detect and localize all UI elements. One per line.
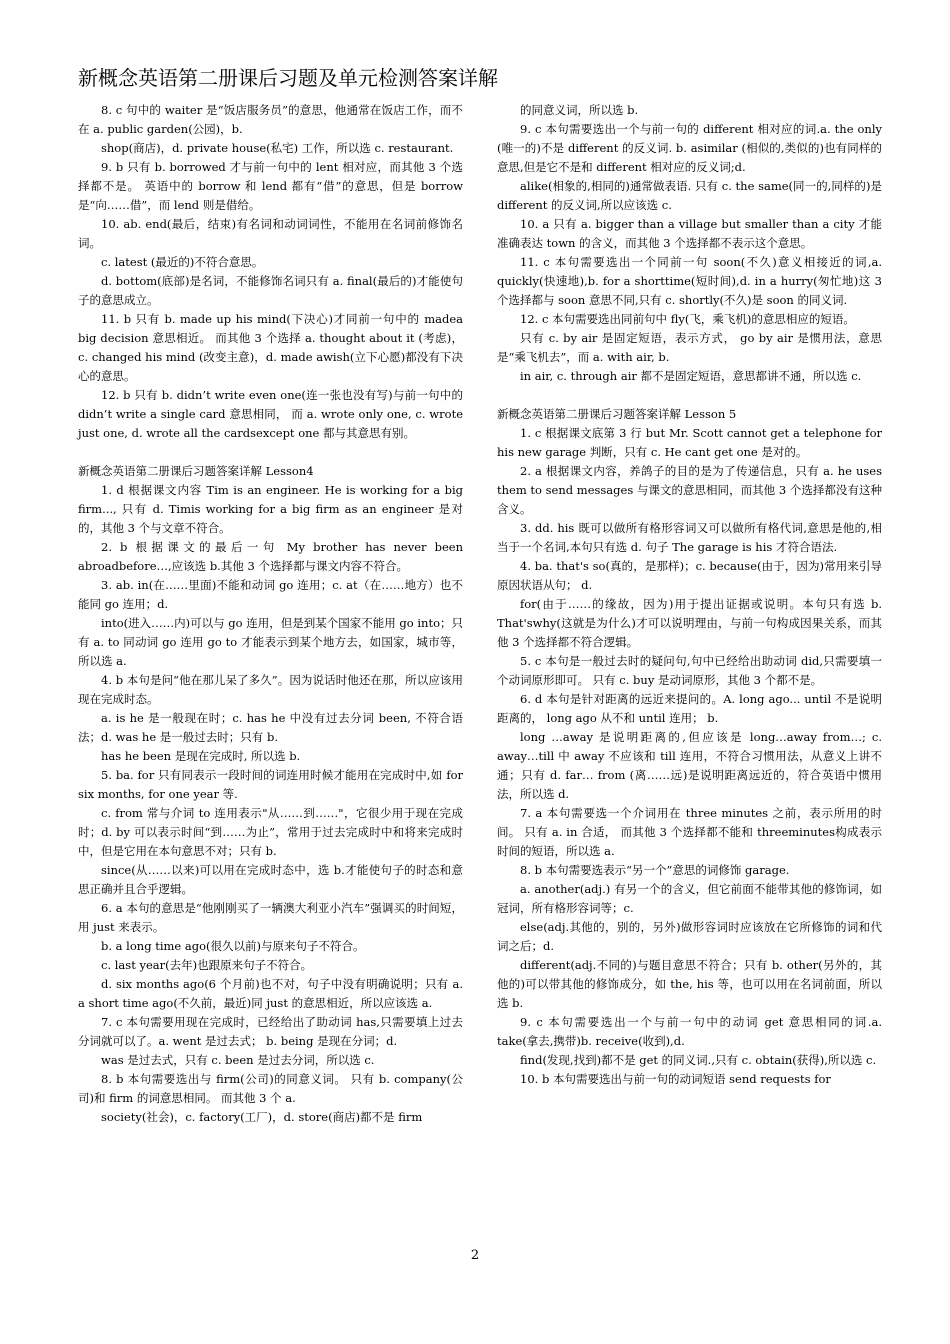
answer-paragraph: 8. c 句中的 waiter 是“饭店服务员”的意思，他通常在饭店工作，而不在 a. public garden(公园)，b. [78,103,463,136]
answer-paragraph: c. latest (最近的)不符合意思。 [101,255,264,269]
section-heading: 新概念英语第二册课后习题答案详解 Lesson 5 [497,407,737,421]
answer-paragraph: into(进入……内)可以与 go 连用，但是到某个国家不能用 go into；只有 a. to 同动词 go 连用 go to 才能表示到某个地方去，如国家，城市等，所以选 a. [78,616,463,668]
answer-paragraph: a. is he 是一般现在时；c. has he 中没有过去分词 been, 不符合语法；d. was he 是一般过去时；只有 b. [78,711,463,744]
left-column [78,101,463,1127]
answer-paragraph: 6. d 本句是针对距离的远近来提问的。A. long ago... until 不是说明距离的， long ago 从不和 until 连用； b. [497,692,882,725]
section-gap [497,386,882,405]
answer-paragraph: 3. ab. in(在……里面)不能和动词 go 连用；c. at（在……地方）也不能同 go 连用；d. [78,578,463,611]
answer-paragraph: else(adj.其他的，别的，另外)做形容词时应该放在它所修饰的词和代词之后；d. [497,920,882,953]
answer-paragraph: 的同意义词，所以选 b. [520,103,639,117]
answer-paragraph: society(社会)，c. factory(工厂)，d. store(商店)都不是 firm [101,1110,423,1124]
answer-paragraph: 2. b 根据课文的最后一句 My brother has never been abroadbefore…,应该选 b.其他 3 个选择都与课文内容不符合。 [78,540,463,573]
answer-paragraph: 10. a 只有 a. bigger than a village but smaller than a city 才能准确表达 town 的含义，而其他 3 个选择都不表示这个意思。 [497,217,882,250]
answer-paragraph: 10. ab. end(最后，结束)有名词和动词词性，不能用在名词前修饰名词。 [78,217,463,250]
answer-paragraph: 12. c 本句需要选出同前句中 fly(飞，乘飞机)的意思相应的短语。 [520,312,855,326]
answer-paragraph: since(从……以来)可以用在完成时态中，选 b.才能使句子的时态和意思正确并且合乎逻辑。 [78,863,463,896]
answer-paragraph: 4. ba. that's so(真的，是那样)；c. because(由于，因为)常用来引导原因状语从句； d. [497,559,882,592]
answer-paragraph: different(adj.不同的)与题目意思不符合；只有 b. other(另外的，其他的)可以带其他的修饰成分，如 the, his 等，也可以用在名词前面，所以选 b. [497,958,882,1010]
answer-paragraph: 11. c 本句需要选出一个同前一句 soon(不久)意义相接近的词,a. quickly(快速地),b. for a shorttime(短时间),d. in a hurry(匆忙地)这 3 个选择都与 soon 意思不同,只有 c. shortly(不久)是 soon 的同义词. [497,255,882,307]
answer-paragraph: 10. b 本句需要选出与前一句的动词短语 send requests for [520,1072,831,1086]
answer-paragraph: for(由于……的缘故，因为)用于提出证据或说明。本句只有选 b. That'swhy(这就是为什么)才可以说明理由，与前一句构成因果关系，而其他 3 个选择都不符合逻辑。 [497,597,882,649]
answer-paragraph: 9. c 本句需要选出一个与前一句中的动词 get 意思相同的词.a. take(拿去,携带)b. receive(收到),d. [497,1015,882,1048]
page-title: 新概念英语第二册课后习题及单元检测答案详解 [78,66,498,90]
answer-paragraph: 5. c 本句是一般过去时的疑问句,句中已经给出助动词 did,只需要填一个动词原形即可。 只有 c. buy 是动词原形，其他 3 个都不是。 [497,654,882,687]
answer-paragraph: 8. b 本句需要选表示“另一个”意思的词修饰 garage. [520,863,790,877]
answer-paragraph: 9. b 只有 b. borrowed 才与前一句中的 lent 相对应，而其他 3 个选择都不是。 英语中的 borrow 和 lend 都有“借”的意思，但是 borrow 是“向……借”，而 lend 则是借给。 [78,160,463,212]
answer-paragraph: shop(商店)，d. private house(私宅) 工作，所以选 c. restaurant. [101,141,454,155]
answer-paragraph: b. a long time ago(很久以前)与原来句子不符合。 [101,939,365,953]
answer-paragraph: has he been 是现在完成时, 所以选 b. [101,749,301,763]
answer-paragraph: 8. b 本句需要选出与 firm(公司)的同意义词。 只有 b. company(公司)和 firm 的词意思相同。 而其他 3 个 a. [78,1072,463,1105]
answer-paragraph: 9. c 本句需要选出一个与前一句的 different 相对应的词.a. the only (唯一的)不是 different 的反义词. b. asimilar (相似的,类似的)也有同样的意思,但是它不是和 different 相对应的反义词;d. [497,122,882,174]
answer-paragraph: 7. c 本句需要用现在完成时，已经给出了助动词 has,只需要填上过去分词就可以了。a. went 是过去式； b. being 是现在分词；d. [78,1015,463,1048]
answer-paragraph: d. six months ago(6 个月前)也不对，句子中没有明确说明；只有 a. a short time ago(不久前，最近)同 just 的意思相近，所以应该选 a. [78,977,463,1010]
answer-paragraph: 1. c 根据课文底第 3 行 but Mr. Scott cannot get a telephone for his new garage 判断，只有 c. He cant get one 是对的。 [497,426,882,459]
answer-paragraph: 1. d 根据课文内容 Tim is an engineer. He is working for a big firm..., 只有 d. Timis working for a big firm as an engineer 是对的，其他 3 个与文章不符合。 [78,483,463,535]
answer-paragraph: 3. dd. his 既可以做所有格形容词又可以做所有格代词,意思是他的,相当于一个名词,本句只有选 d. 句子 The garage is his 才符合语法. [497,521,882,554]
answer-paragraph: 2. a 根据课文内容，养鸽子的目的是为了传递信息，只有 a. he uses them to send messages 与课文的意思相同，而其他 3 个选择都没有这种含义。 [497,464,882,516]
answer-paragraph: 只有 c. by air 是固定短语，表示方式， go by air 是惯用法，意思是“乘飞机去”，而 a. with air, b. [497,331,882,364]
answer-paragraph: 4. b 本句是问“他在那儿呆了多久”。因为说话时他还在那，所以应该用现在完成时态。 [78,673,463,706]
answer-paragraph: was 是过去式，只有 c. been 是过去分词，所以选 c. [101,1053,375,1067]
answer-paragraph: in air, c. through air 都不是固定短语，意思都讲不通，所以选 c. [520,369,862,383]
answer-paragraph: 5. ba. for 只有同表示一段时间的词连用时候才能用在完成时中,如 for six months, for one year 等. [78,768,463,801]
section-heading: 新概念英语第二册课后习题答案详解 Lesson4 [78,464,314,478]
answer-paragraph: find(发现,找到)都不是 get 的同义词.,只有 c. obtain(获得),所以选 c. [520,1053,877,1067]
answer-paragraph: 6. a 本句的意思是“他刚刚买了一辆澳大利亚小汽车”强调买的时间短，用 just 来表示。 [78,901,463,934]
page-number: 2 [470,1248,480,1263]
answer-paragraph: d. bottom(底部)是名词，不能修饰名词只有 a. final(最后的)才能使句子的意思成立。 [78,274,463,307]
right-column [497,101,882,1089]
section-gap [78,443,463,462]
answer-paragraph: 7. a 本句需要选一个介词用在 three minutes 之前，表示所用的时间。 只有 a. in 合适， 而其他 3 个选择都不能和 threeminutes构成表示时间的短语，所以选 a. [497,806,882,858]
answer-paragraph: 12. b 只有 b. didn’t write even one(连一张也没有写)与前一句中的 didn’t write a single card 意思相同， 而 a. wrote only one, c. wrote just one, d. wrote all the cardsexcept one 都与其意思有别。 [78,388,463,440]
answer-paragraph: c. from 常与介词 to 连用表示"从……到……"，它很少用于现在完成时；d. by 可以表示时间“到……为止”，常用于过去完成时中和将来完成时中，但是它用在本句意思不对；只有 b. [78,806,463,858]
answer-paragraph: a. another(adj.) 有另一个的含义，但它前面不能带其他的修饰词，如冠词，所有格形容词等；c. [497,882,882,915]
answer-paragraph: 11. b 只有 b. made up his mind(下决心)才同前一句中的 madea big decision 意思相近。 而其他 3 个选择 a. thought about it (考虑)，c. changed his mind (改变主意)，d. made awish(立下心愿)都没有下决心的意思。 [78,312,463,383]
answer-paragraph: alike(相象的,相同的)通常做表语. 只有 c. the same(同一的,同样的)是 different 的反义词,所以应该选 c. [497,179,882,212]
answer-paragraph: c. last year(去年)也跟原来句子不符合。 [101,958,313,972]
answer-paragraph: long …away 是说明距离的,但应该是 long…away from…; c. away…till 中 away 不应该和 till 连用，不符合习惯用法，从意义上讲不通；只有 d. far… from (离……远)是说明距离远近的，符合英语中惯用法，所以选 d. [497,730,882,801]
